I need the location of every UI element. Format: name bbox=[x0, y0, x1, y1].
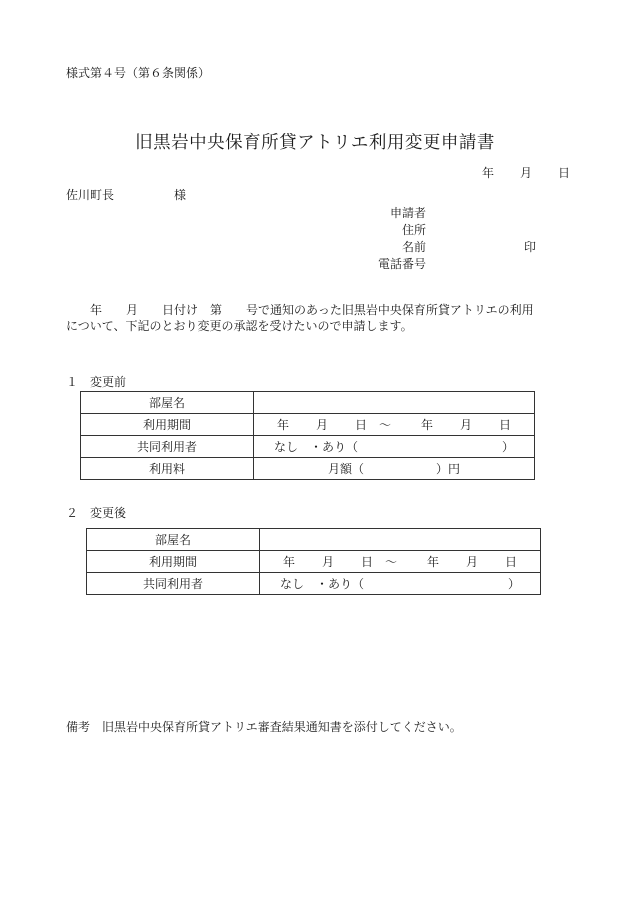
room-label: 部屋名 bbox=[81, 392, 254, 414]
co-users-value: なし ・あり（ ） bbox=[260, 573, 541, 595]
applicant-address-label: 住所 bbox=[401, 223, 426, 237]
room-value bbox=[260, 529, 541, 551]
table-row bbox=[81, 436, 535, 458]
form-number: 様式第４号（第６条関係） bbox=[66, 66, 211, 80]
table-row bbox=[87, 551, 541, 573]
addressee-name: 佐川町長 bbox=[66, 188, 115, 202]
addressee bbox=[66, 188, 187, 202]
table-row bbox=[81, 392, 535, 414]
period-label: 利用期間 bbox=[81, 414, 254, 436]
table-row bbox=[87, 573, 541, 595]
period-label: 利用期間 bbox=[87, 551, 260, 573]
applicant-block bbox=[378, 206, 548, 274]
period-value: 年 月 日 ～ 年 月 日 bbox=[254, 414, 535, 436]
request-statement-line2: について、下記のとおり変更の承認を受けたいので申請します。 bbox=[66, 318, 413, 333]
before-change-table bbox=[80, 391, 535, 480]
table-row bbox=[81, 458, 535, 480]
document-title: 旧黒岩中央保育所貸アトリエ利用変更申請書 bbox=[135, 133, 495, 153]
period-value: 年 月 日 ～ 年 月 日 bbox=[260, 551, 541, 573]
date-month-label: 月 bbox=[520, 166, 533, 180]
after-change-table bbox=[86, 528, 541, 595]
date-day-label: 日 bbox=[558, 166, 571, 180]
addressee-honorific: 様 bbox=[174, 188, 187, 202]
section-before-heading: １ 変更前 bbox=[66, 375, 127, 389]
seal-mark: 印 bbox=[524, 240, 537, 254]
co-users-label: 共同利用者 bbox=[87, 573, 260, 595]
fee-value: 月額（ ）円 bbox=[254, 458, 535, 480]
room-value bbox=[254, 392, 535, 414]
request-statement-line1: 年 月 日付け 第 号で通知のあった旧黒岩中央保育所貸アトリエの利用 bbox=[66, 303, 534, 317]
remarks-note: 備考 旧黒岩中央保育所貸アトリエ審査結果通知書を添付してください。 bbox=[66, 720, 462, 734]
date-year-label: 年 bbox=[482, 166, 495, 180]
applicant-phone-label: 電話番号 bbox=[377, 257, 426, 271]
applicant-heading: 申請者 bbox=[389, 206, 426, 220]
applicant-name-label: 名前 bbox=[401, 240, 426, 254]
table-row bbox=[81, 414, 535, 436]
table-row bbox=[87, 529, 541, 551]
application-date bbox=[482, 166, 570, 180]
co-users-value: なし ・あり（ ） bbox=[254, 436, 535, 458]
room-label: 部屋名 bbox=[87, 529, 260, 551]
request-statement bbox=[66, 303, 556, 334]
fee-label: 利用料 bbox=[81, 458, 254, 480]
co-users-label: 共同利用者 bbox=[81, 436, 254, 458]
section-after-heading: ２ 変更後 bbox=[66, 506, 127, 520]
